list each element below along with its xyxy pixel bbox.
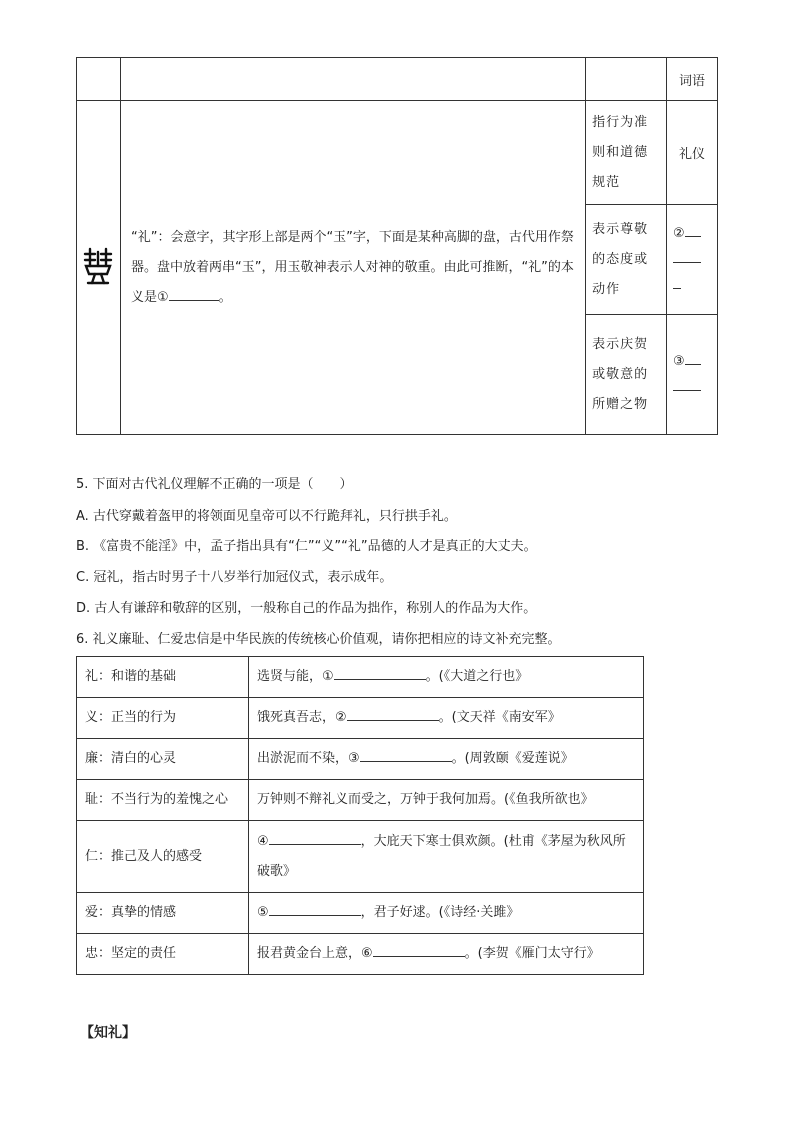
poem-cell (249, 893, 644, 934)
value-cell: 爱：真挚的情感 (77, 893, 249, 934)
poem-source: 。(李贺《雁门太守行》 (464, 946, 600, 961)
header-cell-empty (120, 58, 585, 101)
word-cell: 礼仪 (667, 101, 718, 205)
answer-blank[interactable] (673, 250, 701, 263)
word-blank-cell[interactable] (667, 315, 718, 435)
meaning-cell: 表示尊敬的态度或动作 (586, 205, 667, 315)
option-b[interactable]: B. 《富贵不能淫》中，孟子指出具有“仁”“义”“礼”品德的人才是真正的大丈夫。 (76, 539, 537, 554)
option-a[interactable]: A. 古代穿戴着盔甲的将领面见皇帝可以不行跪拜礼，只行拱手礼。 (76, 509, 457, 524)
poem-text: 报君黄金台上意，⑥ (257, 946, 373, 961)
poem-source: 。(周敦颐《爱莲说》 (451, 751, 574, 766)
option-c[interactable]: C. 冠礼，指古时男子十八岁举行加冠仪式，表示成年。 (76, 570, 393, 585)
poem-text: 饿死真吾志，② (257, 710, 347, 725)
poem-text: ⑤ (257, 905, 269, 920)
word-blank-cell[interactable] (667, 205, 718, 315)
poem-cell (249, 780, 644, 821)
value-cell: 廉：清白的心灵 (77, 739, 249, 780)
answer-blank[interactable] (334, 665, 426, 680)
option-d[interactable]: D. 古人有谦辞和敬辞的区别，一般称自己的作品为拙作，称别人的作品为大作。 (76, 601, 537, 616)
answer-blank[interactable] (269, 901, 361, 916)
ancient-glyph-cell (77, 101, 121, 435)
poem-cell (249, 934, 644, 975)
poem-text: ④ (257, 833, 269, 849)
value-cell: 耻：不当行为的羞愧之心 (77, 780, 249, 821)
answer-blank[interactable] (373, 942, 465, 957)
answer-blank[interactable] (685, 352, 701, 365)
poem-text: 选贤与能，① (257, 669, 334, 684)
poem-cell (249, 821, 644, 893)
question-6: 6. 礼义廉耻、仁爱忠信是中华民族的传统核心价值观，请你把相应的诗文补充完整。 (76, 632, 561, 647)
word-blank-number: ③ (673, 353, 685, 369)
value-cell: 仁：推己及人的感受 (77, 821, 249, 893)
meaning-cell: 表示庆贺或敬意的所赠之物 (586, 315, 667, 435)
values-poetry-table (76, 656, 644, 975)
answer-blank[interactable] (673, 378, 701, 391)
meaning-cell: 指行为准则和道德规范 (586, 101, 667, 205)
answer-blank[interactable] (169, 288, 219, 301)
glyph-explanation-text: “礼”：会意字，其字形上部是两个“玉”字，下面是某种高脚的盘，古代用作祭器。盘中放着两串“玉”，用玉敬神表示人对神的敬重。由此可推断，“礼”的本义是① (130, 229, 574, 305)
value-cell: 义：正当的行为 (77, 698, 249, 739)
poem-text: 出淤泥而不染，③ (257, 751, 360, 766)
answer-blank[interactable] (673, 276, 681, 289)
ancient-li-glyph-icon (83, 246, 113, 286)
glyph-table (76, 57, 718, 435)
poem-source: 。(文天祥《南安军》 (438, 710, 561, 725)
header-cell-empty (586, 58, 667, 101)
poem-text: 万钟则不辩礼义而受之，万钟于我何加焉。(《鱼我所欲也》 (257, 792, 594, 807)
glyph-explanation-cell: “礼”：会意字，其字形上部是两个“玉”字，下面是某种高脚的盘，古代用作祭器。盘中放着两串“玉”，用玉敬神表示人对神的敬重。由此可推断，“礼”的本义是① 。 (120, 101, 585, 435)
answer-blank[interactable] (269, 830, 361, 845)
answer-blank[interactable] (360, 747, 452, 762)
poem-source: ，君子好逑。(《诗经·关雎》 (360, 905, 520, 920)
header-cell-empty (77, 58, 121, 101)
answer-blank[interactable] (685, 224, 701, 237)
section-heading: 【知礼】 (80, 1025, 136, 1041)
value-cell: 礼：和谐的基础 (77, 657, 249, 698)
question-5: 5. 下面对古代礼仪理解不正确的一项是（ ） (76, 477, 353, 492)
header-cell-word: 词语 (667, 58, 718, 101)
value-cell: 忠：坚定的责任 (77, 934, 249, 975)
poem-source: ，大庇天下寒士俱欢颜。(杜甫《茅屋为秋风所破歌》 (257, 833, 626, 879)
poem-cell (249, 698, 644, 739)
word-blank-number: ② (673, 225, 685, 241)
poem-cell (249, 739, 644, 780)
answer-blank[interactable] (347, 706, 439, 721)
poem-source: 。(《大道之行也》 (425, 669, 529, 684)
poem-cell (249, 657, 644, 698)
